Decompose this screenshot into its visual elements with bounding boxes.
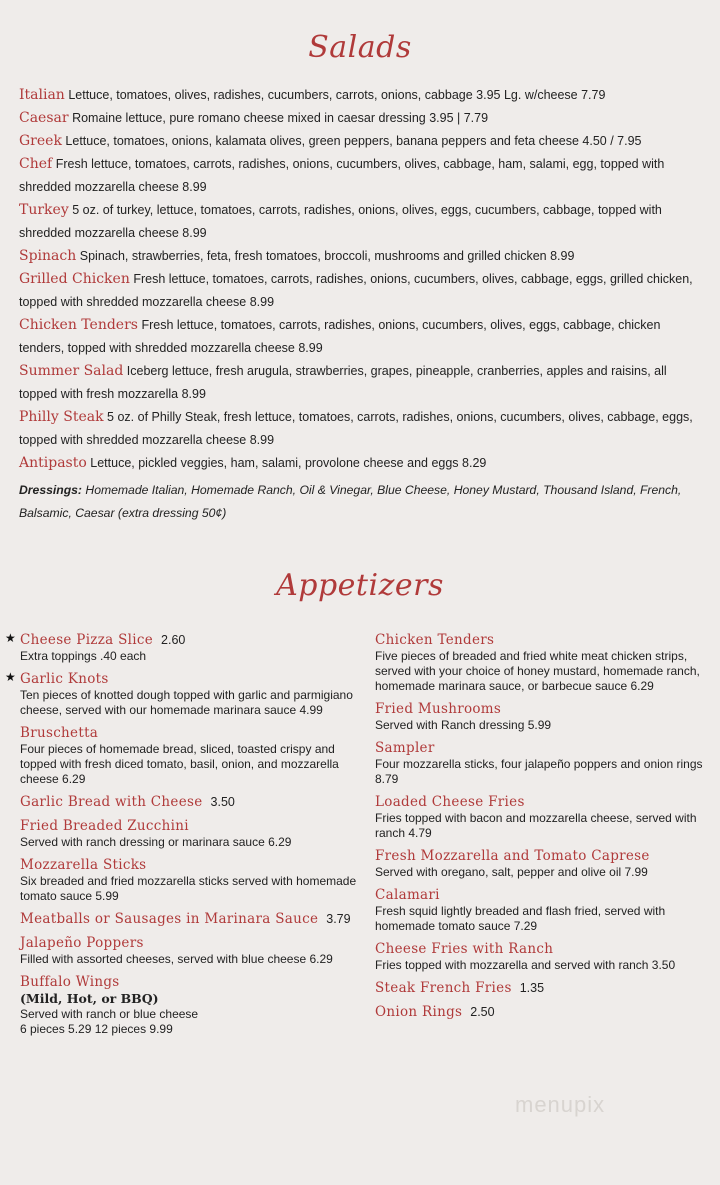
appetizer-name-line bbox=[20, 817, 360, 835]
salad-description: Fresh lettuce, tomatoes, carrots, radishes, onions, cucumbers, olives, cabbage, eggs, grilled chicken, topped with shredded mozzarella cheese 8.99 bbox=[19, 272, 693, 309]
salads-list bbox=[19, 84, 699, 537]
salad-item bbox=[19, 360, 699, 406]
appetizer-name-line bbox=[20, 793, 360, 811]
appetizer-item bbox=[375, 631, 705, 694]
watermark: menupix bbox=[515, 1092, 606, 1117]
salad-name: Chicken Tenders bbox=[19, 317, 138, 333]
appetizer-name-line bbox=[375, 793, 705, 811]
salad-name: Chef bbox=[19, 156, 53, 172]
salad-name: Caesar bbox=[19, 110, 69, 126]
appetizer-name-line bbox=[20, 856, 360, 874]
appetizer-description: Ten pieces of knotted dough topped with garlic and parmigiano cheese, served with our homemade marinara sauce 4.99 bbox=[20, 688, 353, 717]
salad-item bbox=[19, 406, 699, 452]
appetizer-item bbox=[375, 886, 705, 934]
appetizer-price: 3.79 bbox=[326, 912, 351, 926]
appetizer-name-line bbox=[20, 670, 360, 688]
dressings-note bbox=[19, 479, 699, 525]
appetizer-item bbox=[375, 700, 705, 733]
salad-item bbox=[19, 84, 699, 107]
appetizer-description: Served with ranch dressing or marinara sauce 6.29 bbox=[20, 835, 292, 849]
appetizer-item bbox=[375, 979, 705, 997]
appetizer-name-line bbox=[20, 934, 360, 952]
appetizer-name-line bbox=[20, 910, 360, 928]
appetizer-item bbox=[375, 739, 705, 787]
salad-description: Lettuce, pickled veggies, ham, salami, provolone cheese and eggs 8.29 bbox=[90, 456, 487, 470]
appetizer-description: Fries topped with bacon and mozzarella cheese, served with ranch 4.79 bbox=[375, 811, 697, 840]
star-icon: ★ bbox=[5, 670, 16, 684]
salad-name: Philly Steak bbox=[19, 409, 104, 425]
appetizer-description: Extra toppings .40 each bbox=[20, 649, 147, 663]
appetizers-heading: Appetizers bbox=[276, 568, 444, 603]
appetizer-name: Garlic Bread with Cheese bbox=[20, 794, 203, 810]
appetizer-description: Filled with assorted cheeses, served with blue cheese 6.29 bbox=[20, 952, 333, 966]
appetizer-description: Served with ranch or blue cheese bbox=[20, 1007, 199, 1021]
salad-item bbox=[19, 268, 699, 314]
dressings-label: Dressings: bbox=[19, 483, 82, 497]
appetizer-subtitle: (Mild, Hot, or BBQ) bbox=[20, 991, 159, 1006]
appetizer-item bbox=[375, 940, 705, 973]
appetizer-name-line bbox=[375, 847, 705, 865]
appetizer-description: Served with oregano, salt, pepper and olive oil 7.99 bbox=[375, 865, 648, 879]
salad-name: Antipasto bbox=[19, 455, 87, 471]
salad-description: Lettuce, tomatoes, onions, kalamata olives, green peppers, banana peppers and feta cheese 4.50 / 7.95 bbox=[65, 134, 642, 148]
appetizer-item bbox=[5, 631, 360, 664]
appetizer-name: Meatballs or Sausages in Marinara Sauce bbox=[20, 911, 319, 927]
appetizer-name: Bruschetta bbox=[20, 725, 99, 741]
appetizer-name: Chicken Tenders bbox=[375, 632, 495, 648]
appetizer-item bbox=[20, 793, 360, 811]
salad-name: Grilled Chicken bbox=[19, 271, 130, 287]
appetizer-description: Served with Ranch dressing 5.99 bbox=[375, 718, 552, 732]
appetizer-item bbox=[375, 793, 705, 841]
appetizer-name-line bbox=[20, 631, 360, 649]
appetizer-name: Buffalo Wings bbox=[20, 974, 120, 990]
salad-description: Romaine lettuce, pure romano cheese mixed in caesar dressing 3.95 | 7.79 bbox=[72, 111, 489, 125]
salad-description: 5 oz. of turkey, lettuce, tomatoes, carrots, radishes, onions, olives, eggs, cucumbers, cabbage, topped with shredded mozzarella cheese 8.99 bbox=[19, 203, 662, 240]
appetizer-name: Calamari bbox=[375, 887, 440, 903]
appetizer-name: Sampler bbox=[375, 740, 435, 756]
appetizer-item bbox=[20, 934, 360, 967]
salad-description: Iceberg lettuce, fresh arugula, strawberries, grapes, pineapple, cranberries, apples and raisins, all topped with fresh mozzarella 8.99 bbox=[19, 364, 667, 401]
appetizer-name-line bbox=[375, 631, 705, 649]
appetizer-name: Jalapeño Poppers bbox=[20, 935, 144, 951]
appetizer-name: Loaded Cheese Fries bbox=[375, 794, 525, 810]
appetizer-name-line bbox=[20, 973, 360, 991]
appetizer-item bbox=[375, 847, 705, 880]
appetizer-description: Fries topped with mozzarella and served with ranch 3.50 bbox=[375, 958, 676, 972]
appetizer-name: Fried Mushrooms bbox=[375, 701, 502, 717]
appetizer-name: Cheese Pizza Slice bbox=[20, 632, 154, 648]
appetizer-price: 2.50 bbox=[470, 1005, 495, 1019]
salad-item bbox=[19, 153, 699, 199]
salad-item bbox=[19, 130, 699, 153]
appetizer-prices: 6 pieces 5.29 12 pieces 9.99 bbox=[20, 1022, 173, 1036]
salad-description: Lettuce, tomatoes, olives, radishes, cucumbers, carrots, onions, cabbage 3.95 Lg. w/cheese 7.79 bbox=[68, 88, 606, 102]
appetizer-item bbox=[375, 1003, 705, 1021]
appetizer-name: Mozzarella Sticks bbox=[20, 857, 147, 873]
appetizer-price: 1.35 bbox=[519, 981, 545, 995]
salad-description: 5 oz. of Philly Steak, fresh lettuce, tomatoes, carrots, radishes, onions, cucumbers, olives, cabbage, eggs, topped with shredded mozzarella cheese 8.99 bbox=[19, 410, 693, 447]
appetizer-name: Garlic Knots bbox=[20, 671, 109, 687]
appetizers-left-column bbox=[5, 631, 360, 1043]
appetizer-description: Four mozzarella sticks, four jalapeño poppers and onion rings 8.79 bbox=[375, 757, 703, 786]
appetizer-item bbox=[20, 973, 360, 1037]
salad-name: Spinach bbox=[19, 248, 77, 264]
salad-item bbox=[19, 452, 699, 475]
dressings-text: Homemade Italian, Homemade Ranch, Oil & Vinegar, Blue Cheese, Honey Mustard, Thousand Island, French, Balsamic, Caesar (extra dressing 50¢) bbox=[19, 483, 682, 520]
salad-name: Italian bbox=[19, 87, 65, 103]
appetizer-description: Six breaded and fried mozzarella sticks served with homemade tomato sauce 5.99 bbox=[20, 874, 357, 903]
appetizer-name: Fried Breaded Zucchini bbox=[20, 818, 189, 834]
salad-name: Summer Salad bbox=[19, 363, 124, 379]
appetizer-name-line bbox=[375, 940, 705, 958]
appetizer-name-line bbox=[375, 1003, 705, 1021]
salad-item bbox=[19, 245, 699, 268]
appetizer-item bbox=[20, 817, 360, 850]
appetizer-description: Four pieces of homemade bread, sliced, toasted crispy and topped with fresh diced tomato, basil, onion, and mozzarella cheese 6.29 bbox=[20, 742, 339, 786]
appetizer-name-line bbox=[375, 886, 705, 904]
appetizer-item bbox=[20, 910, 360, 928]
appetizers-right-column bbox=[375, 631, 705, 1027]
salads-heading: Salads bbox=[308, 30, 412, 65]
appetizer-name-line bbox=[375, 979, 705, 997]
appetizer-name-line bbox=[375, 739, 705, 757]
salad-description: Spinach, strawberries, feta, fresh tomatoes, broccoli, mushrooms and grilled chicken 8.99 bbox=[79, 249, 575, 263]
salad-name: Greek bbox=[19, 133, 62, 149]
salad-item bbox=[19, 107, 699, 130]
appetizer-price: 3.50 bbox=[210, 795, 235, 809]
appetizer-price: 2.60 bbox=[161, 633, 186, 647]
salad-item bbox=[19, 199, 699, 245]
appetizer-name: Steak French Fries bbox=[375, 980, 512, 996]
appetizer-description: Five pieces of breaded and fried white meat chicken strips, served with your choice of honey mustard, homemade ranch, homemade marinara sauce, or barbecue sauce 6.29 bbox=[375, 649, 700, 693]
appetizer-item bbox=[5, 670, 360, 718]
salad-item bbox=[19, 314, 699, 360]
appetizer-name: Cheese Fries with Ranch bbox=[375, 941, 554, 957]
appetizer-description: Fresh squid lightly breaded and flash fried, served with homemade tomato sauce 7.29 bbox=[375, 904, 666, 933]
salad-description: Fresh lettuce, tomatoes, carrots, radishes, onions, cucumbers, olives, eggs, cabbage, chicken tenders, topped with shredded mozzarella cheese 8.99 bbox=[19, 318, 661, 355]
appetizer-name: Onion Rings bbox=[375, 1004, 463, 1020]
salad-description: Fresh lettuce, tomatoes, carrots, radishes, onions, cucumbers, olives, cabbage, ham, salami, egg, topped with shredded mozzarella cheese 8.99 bbox=[19, 157, 665, 194]
appetizer-name: Fresh Mozzarella and Tomato Caprese bbox=[375, 848, 650, 864]
salad-name: Turkey bbox=[19, 202, 69, 218]
appetizer-item bbox=[20, 856, 360, 904]
appetizer-name-line bbox=[20, 724, 360, 742]
appetizer-item bbox=[20, 724, 360, 787]
appetizer-name-line bbox=[375, 700, 705, 718]
star-icon: ★ bbox=[5, 631, 16, 645]
